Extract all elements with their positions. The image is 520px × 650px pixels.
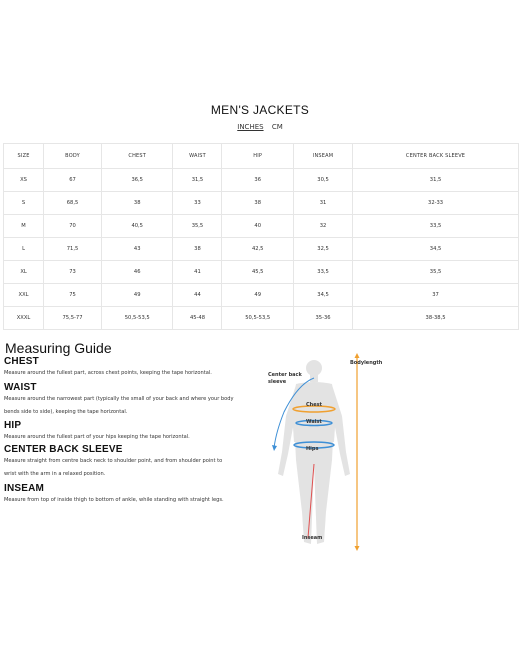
table-cell: 70 bbox=[44, 215, 102, 238]
table-row bbox=[4, 169, 519, 192]
unit-inches-tab[interactable]: INCHES bbox=[237, 123, 264, 131]
chest-label: Chest bbox=[306, 402, 322, 408]
center-back-sleeve-label-1: Center back bbox=[268, 372, 302, 378]
guide-description: Measure around the narrowest part (typically the small of your back and where your body bbox=[4, 396, 234, 402]
table-row bbox=[4, 261, 519, 284]
inseam-label: Inseam bbox=[302, 535, 323, 541]
table-cell: 42,5 bbox=[222, 238, 294, 261]
table-cell: 71,5 bbox=[44, 238, 102, 261]
bodylength-label: Bodylength bbox=[350, 360, 383, 366]
table-cell: 67 bbox=[44, 169, 102, 192]
table-cell: 43 bbox=[101, 238, 173, 261]
table-cell: 38 bbox=[173, 238, 222, 261]
table-cell: 35,5 bbox=[173, 215, 222, 238]
table-cell: 31,5 bbox=[173, 169, 222, 192]
table-cell: 35,5 bbox=[353, 261, 519, 284]
unit-toggle bbox=[0, 123, 520, 131]
body-measurement-diagram bbox=[262, 352, 383, 552]
table-cell: XL bbox=[4, 261, 44, 284]
guide-heading: CENTER BACK SLEEVE bbox=[4, 444, 123, 455]
table-cell: L bbox=[4, 238, 44, 261]
page-title: MEN'S JACKETS bbox=[210, 103, 310, 117]
guide-description: bends side to side), keeping the tape horizontal. bbox=[4, 408, 128, 415]
table-cell: 40,5 bbox=[101, 215, 173, 238]
table-cell: 68,5 bbox=[44, 192, 102, 215]
waist-label: Waist bbox=[306, 419, 322, 425]
column-header: SIZE bbox=[4, 144, 44, 169]
table-cell: 40 bbox=[222, 215, 294, 238]
table-cell: 75,5-77 bbox=[44, 307, 102, 330]
table-cell: 44 bbox=[173, 284, 222, 307]
unit-cm-tab[interactable]: CM bbox=[271, 123, 283, 131]
table-cell: 33,5 bbox=[353, 215, 519, 238]
table-cell: 45-48 bbox=[173, 307, 222, 330]
table-cell: 46 bbox=[101, 261, 173, 284]
guide-description: Measure straight from centre back neck to shoulder point, and from shoulder point to bbox=[4, 458, 223, 464]
table-cell: 73 bbox=[44, 261, 102, 284]
table-cell: 34,5 bbox=[353, 238, 519, 261]
guide-section bbox=[4, 483, 254, 507]
column-header: CENTER BACK SLEEVE bbox=[353, 144, 519, 169]
table-cell: 31,5 bbox=[353, 169, 519, 192]
table-cell: XXL bbox=[4, 284, 44, 307]
guide-description: Measure around the fullest part of your hips keeping the tape horizontal. bbox=[4, 434, 190, 440]
table-cell: 41 bbox=[173, 261, 222, 284]
guide-heading: INSEAM bbox=[4, 483, 45, 494]
table-cell: M bbox=[4, 215, 44, 238]
column-header: INSEAM bbox=[293, 144, 352, 169]
guide-heading: WAIST bbox=[4, 382, 37, 393]
table-cell: 49 bbox=[101, 284, 173, 307]
table-cell: 50,5-53,5 bbox=[101, 307, 173, 330]
table-row bbox=[4, 192, 519, 215]
table-row bbox=[4, 238, 519, 261]
table-cell: 37 bbox=[353, 284, 519, 307]
table-cell: 32 bbox=[293, 215, 352, 238]
guide-heading: HIP bbox=[4, 420, 22, 431]
column-header: CHEST bbox=[101, 144, 173, 169]
guide-section bbox=[4, 444, 254, 480]
table-cell: 50,5-53,5 bbox=[222, 307, 294, 330]
table-cell: 35-36 bbox=[293, 307, 352, 330]
guide-description: Measure around the fullest part, across chest points, keeping the tape horizontal. bbox=[4, 370, 212, 376]
table-cell: S bbox=[4, 192, 44, 215]
table-row bbox=[4, 215, 519, 238]
table-cell: 30,5 bbox=[293, 169, 352, 192]
table-cell: XXXL bbox=[4, 307, 44, 330]
table-row bbox=[4, 307, 519, 330]
guide-description: Measure from top of inside thigh to bottom of ankle, while standing with straight legs. bbox=[4, 497, 224, 503]
table-row bbox=[4, 284, 519, 307]
table-header-row bbox=[4, 144, 519, 169]
table-cell: XS bbox=[4, 169, 44, 192]
table-cell: 38 bbox=[222, 192, 294, 215]
guide-description: wrist with the arm in a relaxed position. bbox=[4, 470, 106, 477]
table-cell: 49 bbox=[222, 284, 294, 307]
table-cell: 38 bbox=[101, 192, 173, 215]
table-cell: 33 bbox=[173, 192, 222, 215]
column-header: HIP bbox=[222, 144, 294, 169]
guide-section bbox=[4, 420, 254, 444]
table-cell: 31 bbox=[293, 192, 352, 215]
column-header: WAIST bbox=[173, 144, 222, 169]
hips-label: Hips bbox=[306, 446, 319, 452]
table-cell: 75 bbox=[44, 284, 102, 307]
table-cell: 45,5 bbox=[222, 261, 294, 284]
guide-section bbox=[4, 356, 254, 380]
body-silhouette bbox=[278, 360, 350, 544]
table-cell: 32-33 bbox=[353, 192, 519, 215]
guide-section bbox=[4, 382, 254, 418]
table-cell: 32,5 bbox=[293, 238, 352, 261]
table-cell: 34,5 bbox=[293, 284, 352, 307]
table-cell: 36,5 bbox=[101, 169, 173, 192]
table-cell: 33,5 bbox=[293, 261, 352, 284]
column-header: BODY bbox=[44, 144, 102, 169]
guide-heading: CHEST bbox=[4, 356, 39, 367]
size-table bbox=[3, 143, 519, 330]
center-back-sleeve-label-2: sleeve bbox=[268, 379, 287, 385]
table-cell: 38-38,5 bbox=[353, 307, 519, 330]
table-cell: 36 bbox=[222, 169, 294, 192]
measuring-guide-title: Measuring Guide bbox=[5, 340, 112, 356]
